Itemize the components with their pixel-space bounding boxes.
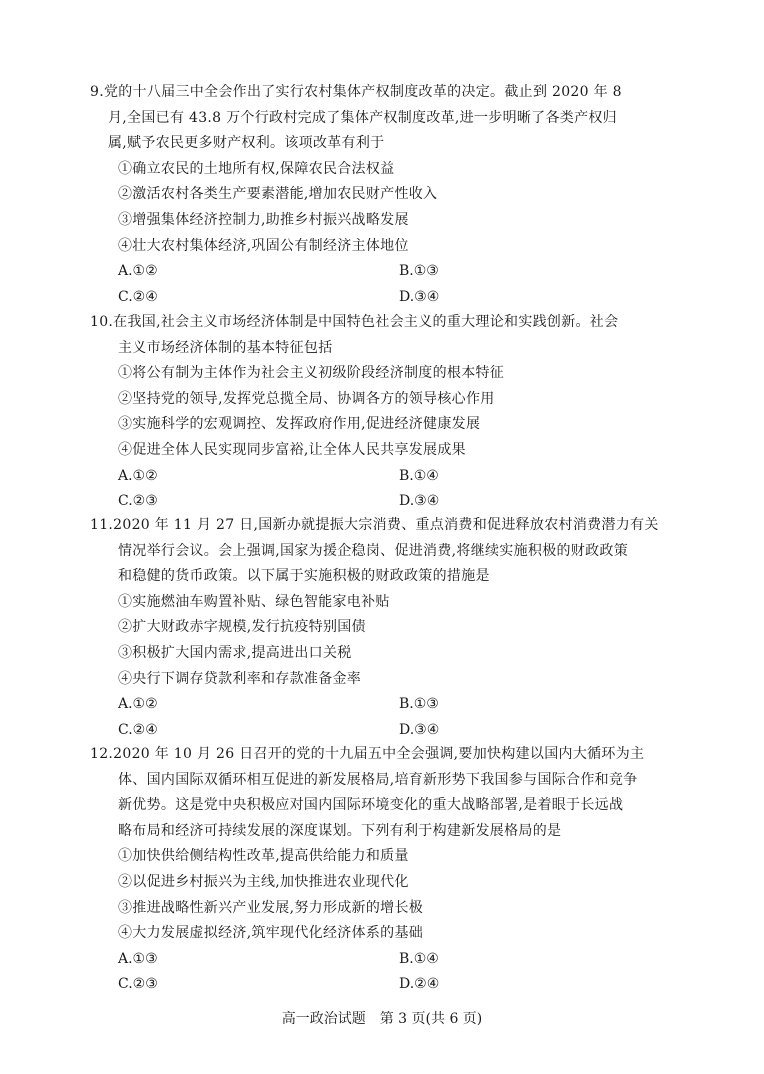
answer-option-b: B.①④ <box>399 950 439 967</box>
statement-item: ④大力发展虚拟经济,筑牢现代化经济体系的基础 <box>118 925 424 942</box>
question-stem-line: 11.2020 年 11 月 27 日,国新办就提振大宗消费、重点消费和促进释放农村消费潜力有关 <box>90 517 659 533</box>
statement-item: ②以促进乡村振兴为主线,加快推进农业现代化 <box>118 873 409 890</box>
statement-item: ③积极扩大国内需求,提高进出口关税 <box>118 644 352 661</box>
question-stem-line: 和稳健的货币政策。以下属于实施积极的财政政策的措施是 <box>118 568 490 585</box>
answer-option-a: A.①② <box>118 263 158 280</box>
statement-item: ③推进战略性新兴产业发展,努力形成新的增长极 <box>118 899 424 916</box>
answer-option-d: D.③④ <box>399 493 440 510</box>
question-stem-line: 主义市场经济体制的基本特征包括 <box>118 339 333 356</box>
answer-option-b: B.①③ <box>399 696 439 713</box>
answer-option-d: D.③④ <box>399 288 440 305</box>
answer-options-row <box>90 947 690 973</box>
answer-options-row <box>90 259 690 285</box>
question-stem-line: 情况举行会议。会上强调,国家为援企稳岗、促进消费,将继续实施积极的财政政策 <box>118 542 628 559</box>
statement-item: ②激活农村各类生产要素潜能,增加农民财产性收入 <box>118 186 438 203</box>
answer-option-c: C.②④ <box>118 288 158 305</box>
statement-item: ②坚持党的领导,发挥党总揽全局、协调各方的领导核心作用 <box>118 390 495 407</box>
answer-option-d: D.②④ <box>399 976 440 993</box>
statement-item: ③增强集体经济控制力,助推乡村振兴战略发展 <box>118 211 409 228</box>
question-stem-line: 12.2020 年 10 月 26 日召开的党的十九届五中全会强调,要加快构建以国内大循环为主 <box>90 746 645 762</box>
answer-option-b: B.①④ <box>399 467 439 484</box>
answer-options-row <box>90 972 690 998</box>
answer-option-c: C.②③ <box>118 493 158 510</box>
answer-option-a: A.①② <box>118 467 158 484</box>
answer-option-b: B.①③ <box>399 263 439 280</box>
question-stem-line: 略布局和经济可持续发展的深度谋划。下列有利于构建新发展格局的是 <box>118 822 562 839</box>
statement-item: ②扩大财政赤字规模,发行抗疫特别国债 <box>118 619 366 636</box>
question-stem-line: 属,赋予农民更多财产权利。该项改革有利于 <box>108 135 385 152</box>
question-stem-line: 新优势。这是党中央积极应对国内国际环境变化的重大战略部署,是着眼于长远战 <box>118 797 624 814</box>
question-stem-line: 月,全国已有 43.8 万个行政村完成了集体产权制度改革,进一步明晰了各类产权归 <box>108 109 617 126</box>
answer-options-row <box>90 692 690 718</box>
answer-options-row <box>90 489 690 515</box>
page-footer: 高一政治试题 第 3 页(共 6 页) <box>281 1011 483 1027</box>
question-9 <box>90 80 690 310</box>
answer-option-a: A.①② <box>118 696 158 713</box>
statement-item: ①实施燃油车购置补贴、绿色智能家电补贴 <box>118 593 390 610</box>
answer-options-row <box>90 718 690 744</box>
statement-item: ①加快供给侧结构性改革,提高供给能力和质量 <box>118 848 409 865</box>
statement-item: ④壮大农村集体经济,巩固公有制经济主体地位 <box>118 237 409 254</box>
statement-item: ①将公有制为主体作为社会主义初级阶段经济制度的根本特征 <box>118 365 505 382</box>
question-stem-line: 9.党的十八届三中全会作出了实行农村集体产权制度改革的决定。截止到 2020 年 8 <box>90 84 622 100</box>
question-stem-line: 10.在我国,社会主义市场经济体制是中国特色社会主义的重大理论和实践创新。社会 <box>90 314 619 330</box>
answer-option-c: C.②④ <box>118 721 158 738</box>
question-12 <box>90 742 690 998</box>
statement-item: ④央行下调存贷款利率和存款准备金率 <box>118 670 362 687</box>
statement-item: ④促进全体人民实现同步富裕,让全体人民共享发展成果 <box>118 441 466 458</box>
answer-options-row <box>90 285 690 311</box>
statement-item: ③实施科学的宏观调控、发挥政府作用,促进经济健康发展 <box>118 416 481 433</box>
answer-option-c: C.②③ <box>118 976 158 993</box>
answer-option-a: A.①③ <box>118 950 158 967</box>
answer-options-row <box>90 464 690 490</box>
statement-item: ①确立农民的土地所有权,保障农民合法权益 <box>118 160 395 177</box>
answer-option-d: D.③④ <box>399 721 440 738</box>
question-10 <box>90 310 690 515</box>
question-stem-line: 体、国内国际双循环相互促进的新发展格局,培育新形势下我国参与国际合作和竞争 <box>118 771 638 788</box>
question-11 <box>90 513 690 743</box>
